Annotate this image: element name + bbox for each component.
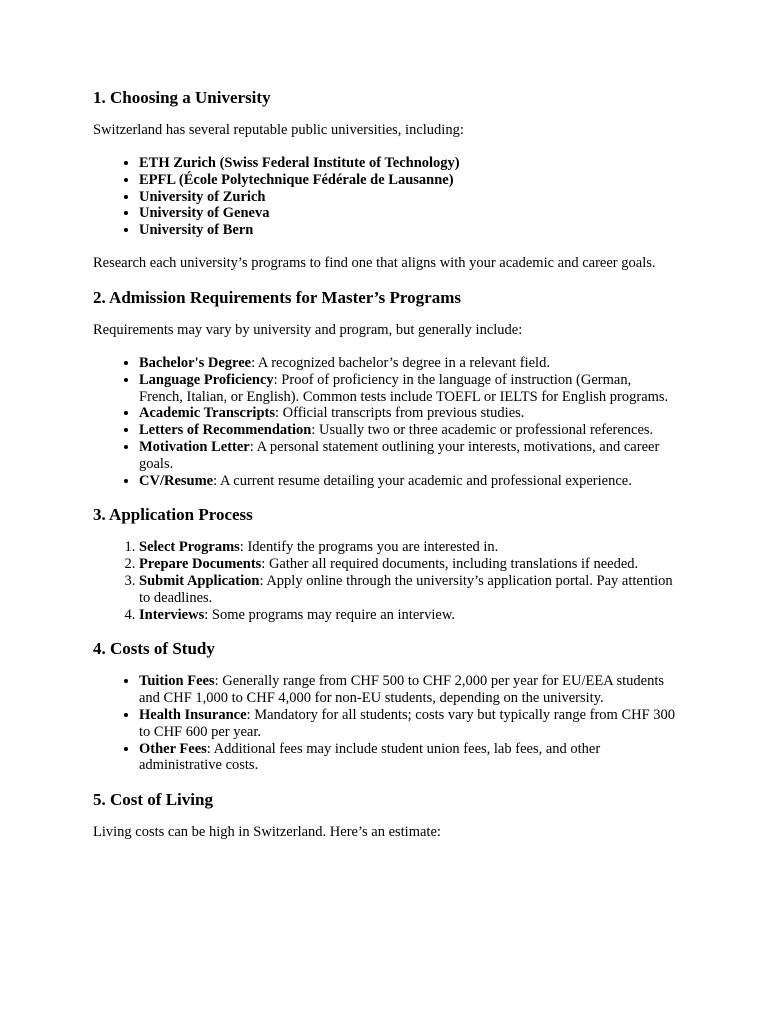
application-steps-list	[93, 539, 678, 623]
item-term: Submit Application	[139, 572, 260, 589]
list-item	[139, 205, 678, 222]
item-term: Academic Transcripts	[139, 405, 275, 422]
section-2-intro: Requirements may vary by university and program, but generally include:	[93, 321, 523, 338]
section-5-intro: Living costs can be high in Switzerland. Here’s an estimate:	[93, 824, 441, 841]
costs-list	[93, 673, 678, 774]
requirements-list	[93, 355, 678, 489]
item-term: Bachelor's Degree	[139, 354, 252, 371]
list-item	[139, 573, 678, 607]
list-item	[139, 673, 678, 707]
item-term: Health Insurance	[139, 706, 247, 723]
university-name: University of Bern	[139, 222, 254, 239]
section-4-heading: 4. Costs of Study	[93, 639, 215, 659]
item-desc: : A personal statement outlining your interests, motivations, and career goals.	[139, 438, 660, 472]
list-item	[139, 422, 678, 439]
item-term: Language Proficiency	[139, 371, 274, 388]
section-3-heading: 3. Application Process	[93, 505, 253, 525]
item-desc: : Gather all required documents, including translations if needed.	[261, 556, 639, 573]
list-item	[139, 741, 678, 775]
item-term: Tuition Fees	[139, 673, 215, 690]
item-term: Motivation Letter	[139, 438, 250, 455]
university-name: University of Zurich	[139, 188, 266, 205]
list-item	[139, 405, 678, 422]
university-list	[93, 155, 678, 239]
list-item	[139, 439, 678, 473]
university-name: University of Geneva	[139, 205, 270, 222]
section-1-heading: 1. Choosing a University	[93, 88, 271, 107]
item-desc: : Apply online through the university’s application portal. Pay attention to deadlines.	[139, 572, 673, 606]
list-item	[139, 707, 678, 741]
university-name: ETH Zurich (Swiss Federal Institute of Technology)	[139, 155, 460, 171]
item-desc: : Official transcripts from previous studies.	[275, 405, 525, 422]
list-item	[139, 355, 678, 372]
item-term: Other Fees	[139, 740, 207, 757]
item-term: Letters of Recommendation	[139, 422, 312, 439]
item-desc: : Identify the programs you are interested in.	[239, 539, 499, 556]
item-desc: : Usually two or three academic or professional references.	[311, 422, 654, 439]
list-item	[139, 539, 678, 556]
list-item	[139, 607, 678, 624]
item-term: Select Programs	[139, 539, 240, 556]
item-term: Interviews	[139, 606, 205, 623]
list-item	[139, 189, 678, 206]
section-1-outro: Research each university’s programs to find one that aligns with your academic and career goals.	[93, 254, 656, 271]
list-item	[139, 222, 678, 239]
list-item	[139, 372, 678, 406]
item-term: Prepare Documents	[139, 556, 262, 573]
list-item	[139, 556, 678, 573]
item-desc: : Additional fees may include student union fees, lab fees, and other administrative costs.	[139, 740, 601, 774]
university-name: EPFL (École Polytechnique Fédérale de Lausanne)	[139, 171, 454, 188]
item-desc: : Mandatory for all students; costs vary but typically range from CHF 300 to CHF 600 per year.	[139, 706, 676, 740]
item-desc: : A recognized bachelor’s degree in a relevant field.	[251, 354, 550, 371]
item-desc: : Proof of proficiency in the language of instruction (German, French, Italian, or English). Common tests include TOEFL or IELTS for English programs.	[139, 371, 669, 405]
section-2-heading: 2. Admission Requirements for Master’s Programs	[93, 287, 461, 307]
item-desc: : Some programs may require an interview.	[204, 606, 455, 623]
list-item	[139, 155, 678, 172]
item-desc: : A current resume detailing your academic and professional experience.	[213, 472, 632, 489]
list-item	[139, 172, 678, 189]
section-1-intro: Switzerland has several reputable public universities, including:	[93, 122, 464, 138]
section-5-heading: 5. Cost of Living	[93, 790, 213, 810]
item-desc: : Generally range from CHF 500 to CHF 2,000 per year for EU/EEA students and CHF 1,000 to CHF 4,000 for non-EU students, depending on the university.	[139, 673, 665, 707]
item-term: CV/Resume	[139, 472, 214, 489]
list-item	[139, 473, 678, 490]
